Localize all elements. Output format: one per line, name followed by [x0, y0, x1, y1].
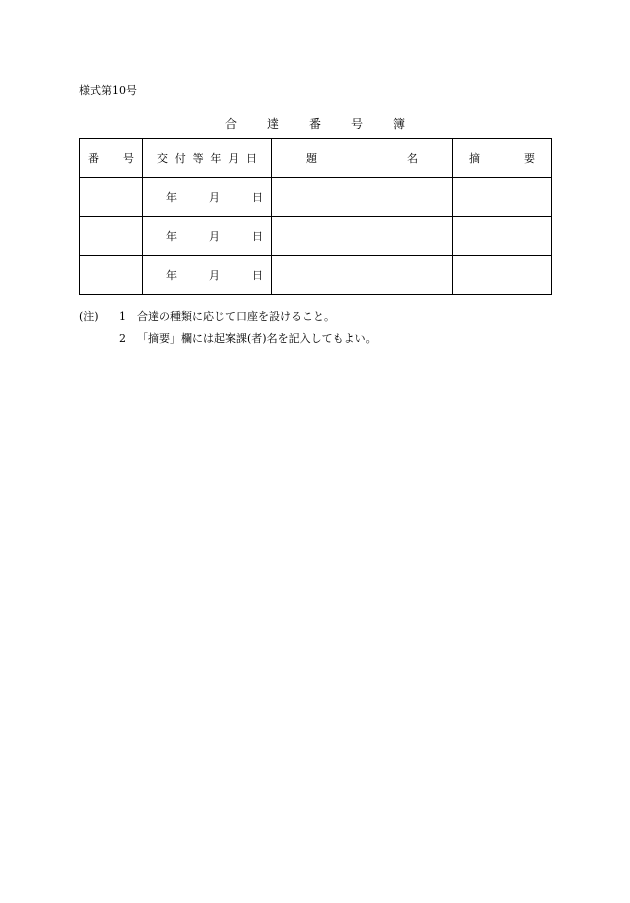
cell-number[interactable]: [80, 217, 143, 256]
ledger-table: [79, 138, 552, 295]
note-number: 1: [119, 310, 126, 323]
header-note: 摘 要: [453, 139, 552, 178]
title-char: 達: [266, 117, 279, 131]
header-date: 交 付 等 年 月 日: [143, 139, 272, 178]
cell-number[interactable]: [80, 256, 143, 295]
document-title: [225, 115, 405, 132]
table-row: [80, 256, 552, 295]
cell-date[interactable]: 年 月 日: [143, 256, 272, 295]
title-char: 号: [350, 117, 363, 131]
title-char: 合: [225, 117, 238, 131]
cell-note[interactable]: [453, 178, 552, 217]
note-text: 「摘要」欄には起案課(者)名を記入してもよい。: [137, 332, 377, 345]
cell-note[interactable]: [453, 217, 552, 256]
note-item: [79, 306, 377, 328]
cell-subject[interactable]: [272, 217, 453, 256]
title-char: 簿: [392, 117, 405, 131]
notes-lead: (注): [79, 310, 99, 323]
cell-subject[interactable]: [272, 178, 453, 217]
cell-subject[interactable]: [272, 256, 453, 295]
header-subject: 題 名: [272, 139, 453, 178]
table-row: [80, 178, 552, 217]
note-text: 合達の種類に応じて口座を設けること。: [137, 310, 335, 323]
cell-number[interactable]: [80, 178, 143, 217]
notes-section: [79, 306, 377, 350]
table-header-row: [80, 139, 552, 178]
cell-date[interactable]: 年 月 日: [143, 178, 272, 217]
table-row: [80, 217, 552, 256]
note-number: 2: [119, 332, 126, 345]
title-char: 番: [308, 117, 321, 131]
cell-note[interactable]: [453, 256, 552, 295]
cell-date[interactable]: 年 月 日: [143, 217, 272, 256]
note-item: [79, 328, 377, 350]
header-number: 番 号: [80, 139, 143, 178]
form-number: 様式第10号: [79, 84, 137, 97]
